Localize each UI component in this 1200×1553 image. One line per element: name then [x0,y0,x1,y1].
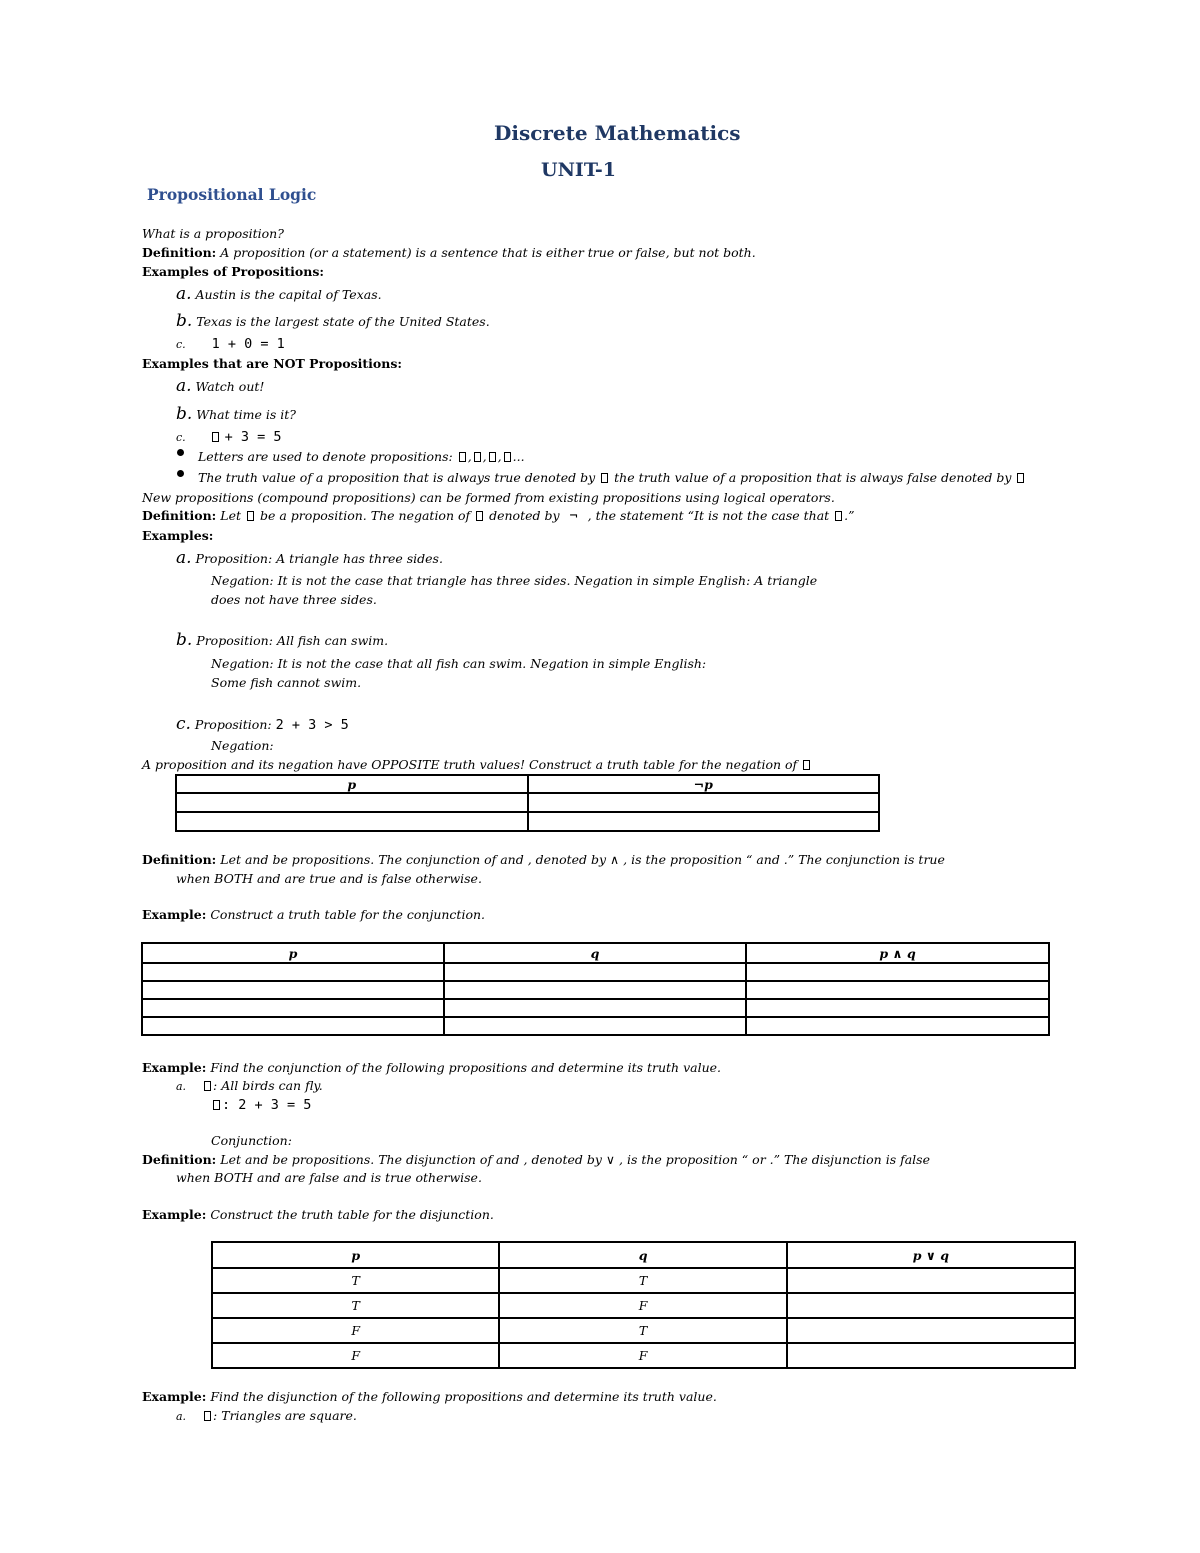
table-cell[interactable] [787,1268,1075,1293]
non-example-c [176,429,282,446]
table-header: p ∨ q [787,1242,1075,1268]
conjunction-definition-cont: when BOTH and are true and is false otherwise. [176,871,482,886]
table-header: q [499,1242,786,1268]
list-label: a. [176,1080,187,1093]
definition-text: Let and be propositions. The conjunction of and , denoted by ∧ , is the proposition “ and .” The conjunction is true [220,852,945,867]
definition-text: , the statement “It is not the case that [587,508,830,523]
negation-example-a [176,550,443,567]
list-math: : 2 + 3 = 5 [222,1097,312,1113]
definition-text: be a proposition. The negation of [259,508,471,523]
placeholder-glyph [204,1411,211,1421]
definition-text: .” [844,508,855,523]
table-cell: F [499,1343,786,1368]
example-label: Example: [142,907,207,922]
placeholder-glyph [489,452,496,462]
conjunction-definition [142,852,945,868]
conjunction-result: Conjunction: [211,1133,292,1148]
examples-heading: Examples of Propositions: [142,264,324,279]
non-example-a [176,378,264,395]
definition-text: Let and be propositions. The disjunction of and , denoted by ∨ , is the proposition “ or .” The disjunction is false [220,1152,930,1167]
placeholder-glyph [803,760,810,770]
placeholder-glyph [459,452,466,462]
table-header: p ∧ q [746,943,1049,963]
negation-symbol: ¬ [569,508,578,524]
list-text: Proposition: [194,717,272,732]
table-cell[interactable] [787,1293,1075,1318]
placeholder-glyph [212,432,219,442]
disjunction-definition-cont: when BOTH and are false and is true otherwise. [176,1170,482,1185]
table-header: p [142,943,444,963]
placeholder-glyph [247,511,254,521]
negation-text: Some fish cannot swim. [211,675,362,690]
table-cell[interactable] [444,1017,746,1035]
list-text: Watch out! [195,379,265,394]
non-example-b [176,406,296,423]
list-text: Texas is the largest state of the United States. [196,314,490,329]
list-label: a. [176,284,192,304]
list-text: Proposition: A triangle has three sides. [195,551,443,566]
negation-text: Negation: It is not the case that all fish can swim. Negation in simple English: [211,656,707,671]
example-text: Construct a truth table for the conjunction. [210,907,485,922]
table-cell[interactable] [746,963,1049,981]
table-cell[interactable] [444,981,746,999]
negation-definition [142,508,855,524]
conjunction-find-p [176,1078,323,1095]
bullet-text: the truth value of a proposition that is always false denoted by [614,470,1012,485]
list-label: a. [176,1410,187,1423]
table-cell: F [212,1318,499,1343]
table-cell[interactable] [142,963,444,981]
bullet-text: Letters are used to denote propositions: [198,449,453,464]
definition-text: Let [220,508,241,523]
disjunction-find-p [176,1408,357,1425]
table-cell[interactable] [142,999,444,1017]
bullet-icon [177,470,184,477]
placeholder-glyph [504,452,511,462]
placeholder-glyph [601,473,608,483]
disjunction-truth-table [211,1241,1076,1369]
list-label: b. [176,630,193,650]
definition-proposition [142,245,756,261]
table-cell[interactable] [176,812,528,831]
placeholder-glyph [476,511,483,521]
unit-title: UNIT-1 [541,159,616,181]
list-label: b. [176,404,193,424]
table-cell[interactable] [787,1318,1075,1343]
list-math: 2 + 3 > 5 [275,717,349,733]
examples-label: Examples: [142,528,214,543]
table-cell[interactable] [787,1343,1075,1368]
table-cell[interactable] [142,981,444,999]
bullet-truth-values [198,470,1026,486]
list-text: What time is it? [196,407,296,422]
conjunction-find-q [211,1097,311,1113]
table-cell: T [212,1293,499,1318]
definition-label: Definition: [142,508,217,523]
example-label: Example: [142,1207,207,1222]
list-label: c. [176,338,186,351]
example-text: Find the conjunction of the following propositions and determine its truth value. [210,1060,722,1075]
table-cell: T [499,1318,786,1343]
table-cell: F [499,1293,786,1318]
table-header: q [444,943,746,963]
example-label: Example: [142,1389,207,1404]
table-cell[interactable] [176,793,528,812]
negation-text: Negation: [211,738,274,753]
placeholder-glyph [204,1081,211,1091]
table-header: p [212,1242,499,1268]
table-cell[interactable] [142,1017,444,1035]
table-cell[interactable] [746,981,1049,999]
list-text: Proposition: All fish can swim. [196,633,389,648]
table-cell[interactable] [746,999,1049,1017]
bullet-letters: Letters are used to denote propositions: , , , ... [198,449,525,464]
list-text: Austin is the capital of Texas. [195,287,382,302]
placeholder-glyph [474,452,481,462]
conjunction-truth-table [141,942,1050,1036]
disjunction-definition [142,1152,930,1168]
placeholder-glyph [1017,473,1024,483]
intro-question: What is a proposition? [142,226,284,241]
non-examples-heading: Examples that are NOT Propositions: [142,356,402,371]
list-label: a. [176,548,192,568]
disjunction-example [142,1207,494,1223]
placeholder-glyph [213,1100,220,1110]
opposite-note [142,757,812,773]
negation-text: Negation: It is not the case that triangle has three sides. Negation in simple English: A triangle [211,573,818,588]
example-a [176,286,382,303]
table-cell[interactable] [528,812,880,831]
disjunction-find [142,1389,717,1405]
table-cell: T [499,1268,786,1293]
negation-example-c [176,716,349,733]
list-text: : Triangles are square. [213,1408,357,1423]
bullet-text: The truth value of a proposition that is always true denoted by [198,470,596,485]
negation-example-b [176,632,388,649]
definition-label: Definition: [142,852,217,867]
list-label: c. [176,431,186,444]
note-text: A proposition and its negation have OPPOSITE truth values! Construct a truth table for the negation of [142,757,798,772]
bullet-icon [177,449,184,456]
list-math: 1 + 0 = 1 [211,336,285,352]
table-cell: F [212,1343,499,1368]
example-b [176,313,490,330]
example-c [176,336,285,353]
example-text: Find the disjunction of the following propositions and determine its truth value. [210,1389,717,1404]
table-cell[interactable] [528,793,880,812]
list-label: b. [176,311,193,331]
conjunction-find [142,1060,721,1076]
compound-note: New propositions (compound propositions) can be formed from existing propositions using logical operators. [142,490,835,505]
negation-truth-table [175,774,880,832]
definition-text: A proposition (or a statement) is a sentence that is either true or false, but not both. [220,245,756,260]
placeholder-glyph [835,511,842,521]
table-header: ¬p [528,775,880,793]
list-label: a. [176,376,192,396]
table-cell[interactable] [444,999,746,1017]
table-header: p [176,775,528,793]
negation-text: does not have three sides. [211,592,377,607]
conjunction-example [142,907,485,923]
list-math: + 3 = 5 [224,429,282,445]
definition-text: denoted by [489,508,560,523]
document-title: Discrete Mathematics [494,121,741,145]
list-text: : All birds can fly. [213,1078,323,1093]
list-label: c. [176,714,191,734]
definition-label: Definition: [142,245,217,260]
section-heading: Propositional Logic [147,185,317,204]
definition-label: Definition: [142,1152,217,1167]
example-text: Construct the truth table for the disjunction. [210,1207,494,1222]
table-cell[interactable] [746,1017,1049,1035]
example-label: Example: [142,1060,207,1075]
table-cell: T [212,1268,499,1293]
table-cell[interactable] [444,963,746,981]
